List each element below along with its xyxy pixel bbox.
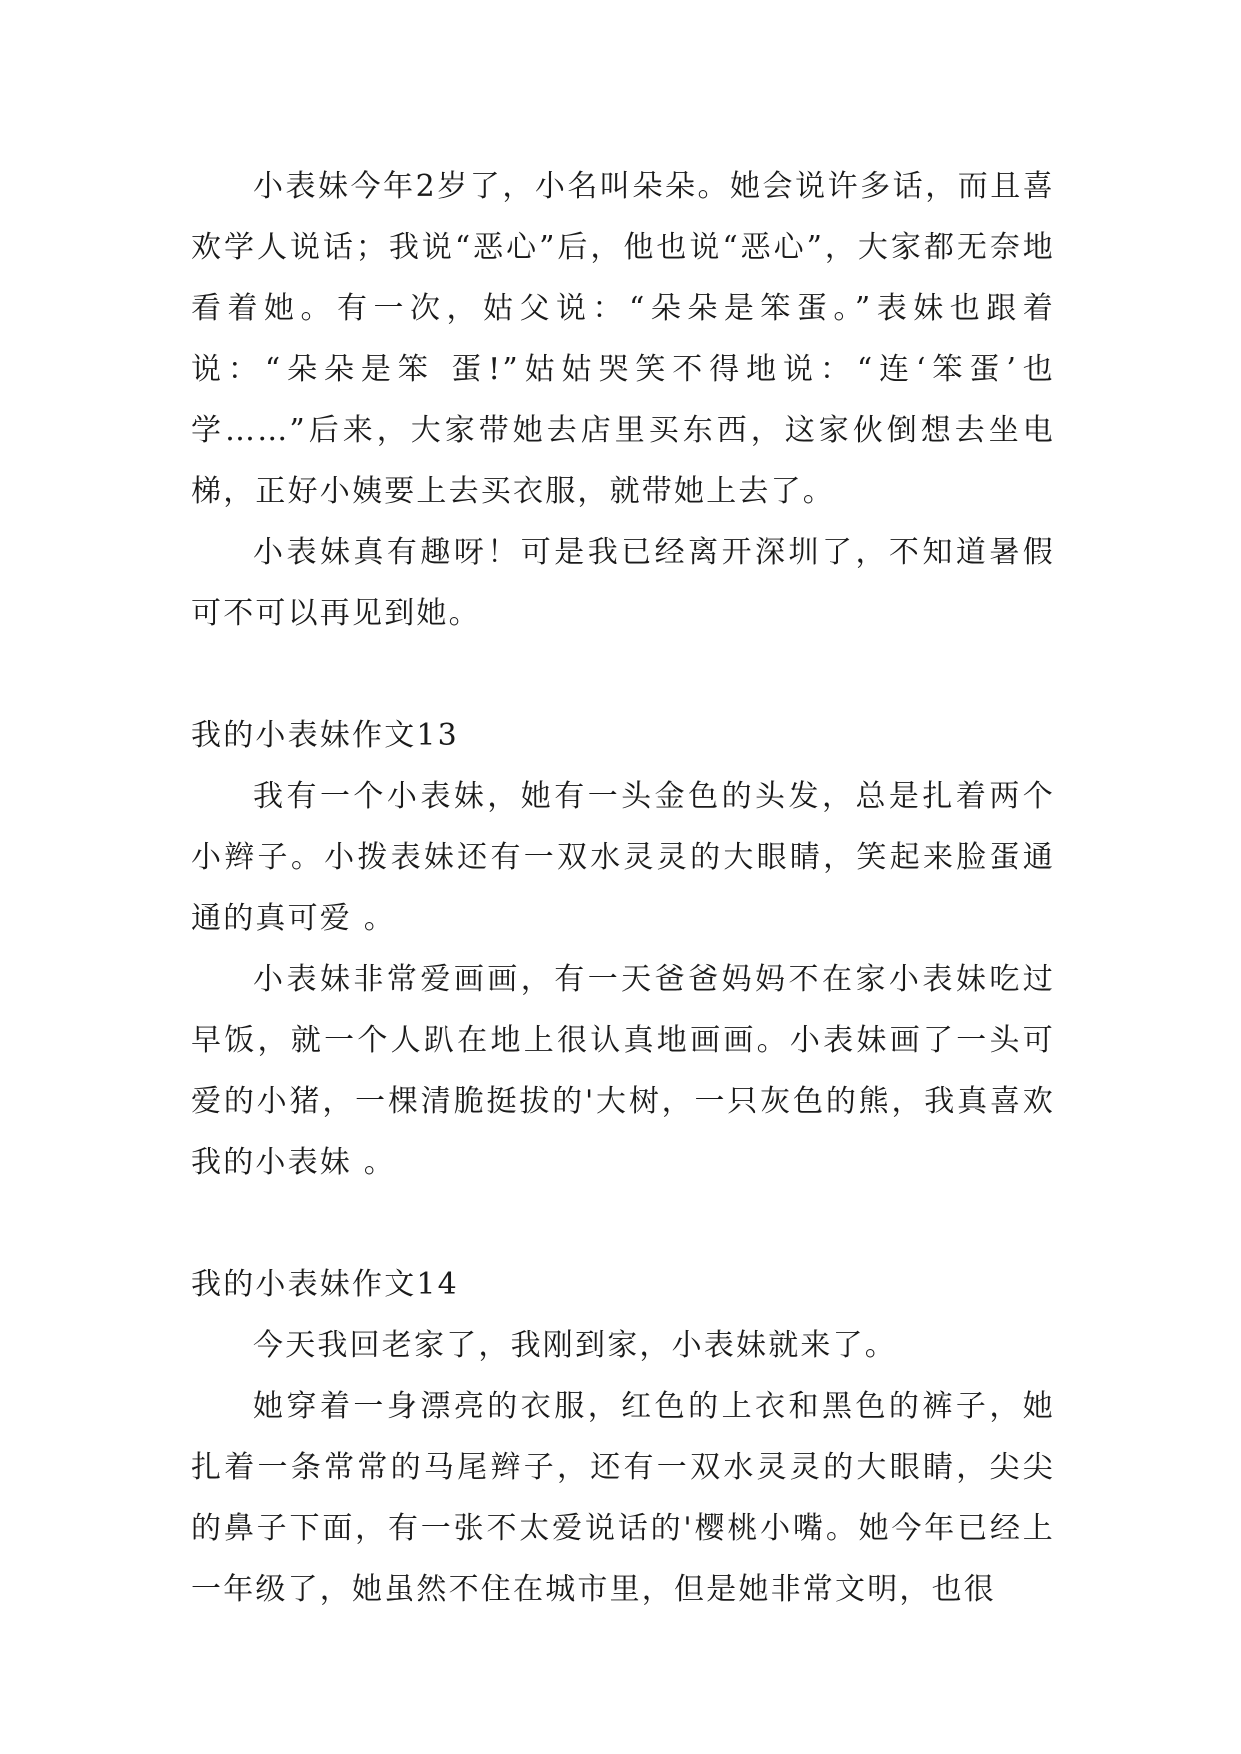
section-gap — [191, 644, 1055, 705]
paragraph: 她穿着一身漂亮的衣服，红色的上衣和黑色的裤子，她扎着一条常常的马尾辫子，还有一双水灵灵的大眼睛，尖尖的鼻子下面，有一张不太爱说话的'樱桃小嘴。她今年已经上一年级了，她虽然不住在城市里，但是她非常文明，也很 — [191, 1389, 1055, 1607]
paragraph: 小表妹真有趣呀！可是我已经离开深圳了，不知道暑假可不可以再见到她。 — [191, 535, 1055, 631]
section-gap — [191, 1193, 1055, 1254]
paragraph: 小表妹非常爱画画，有一天爸爸妈妈不在家小表妹吃过早饭，就一个人趴在地上很认真地画画。小表妹画了一头可爱的小猪，一棵清脆挺拔的'大树，一只灰色的熊，我真喜欢我的小表妹 。 — [191, 962, 1055, 1180]
document-body — [191, 156, 1055, 1620]
section-heading: 我的小表妹作文13 — [191, 718, 459, 753]
paragraph: 今天我回老家了，我刚到家，小表妹就来了。 — [253, 1328, 897, 1363]
paragraph: 小表妹今年2岁了，小名叫朵朵。她会说许多话，而且喜欢学人说话；我说“恶心”后，他也说“恶心”，大家都无奈地看着她。有一次，姑父说：“朵朵是笨蛋。”表妹也跟着说：“朵朵是笨 蛋!”姑姑哭笑不得地说：“连‘笨蛋’也学……”后来，大家带她去店里买东西，这家伙倒想去坐电梯，正好小姨要上去买衣服，就带她上去了。 — [191, 169, 1055, 509]
section-heading: 我的小表妹作文14 — [191, 1267, 459, 1302]
paragraph: 我有一个小表妹，她有一头金色的头发，总是扎着两个小辫子。小拨表妹还有一双水灵灵的大眼睛，笑起来脸蛋通通的真可爱 。 — [191, 779, 1055, 936]
